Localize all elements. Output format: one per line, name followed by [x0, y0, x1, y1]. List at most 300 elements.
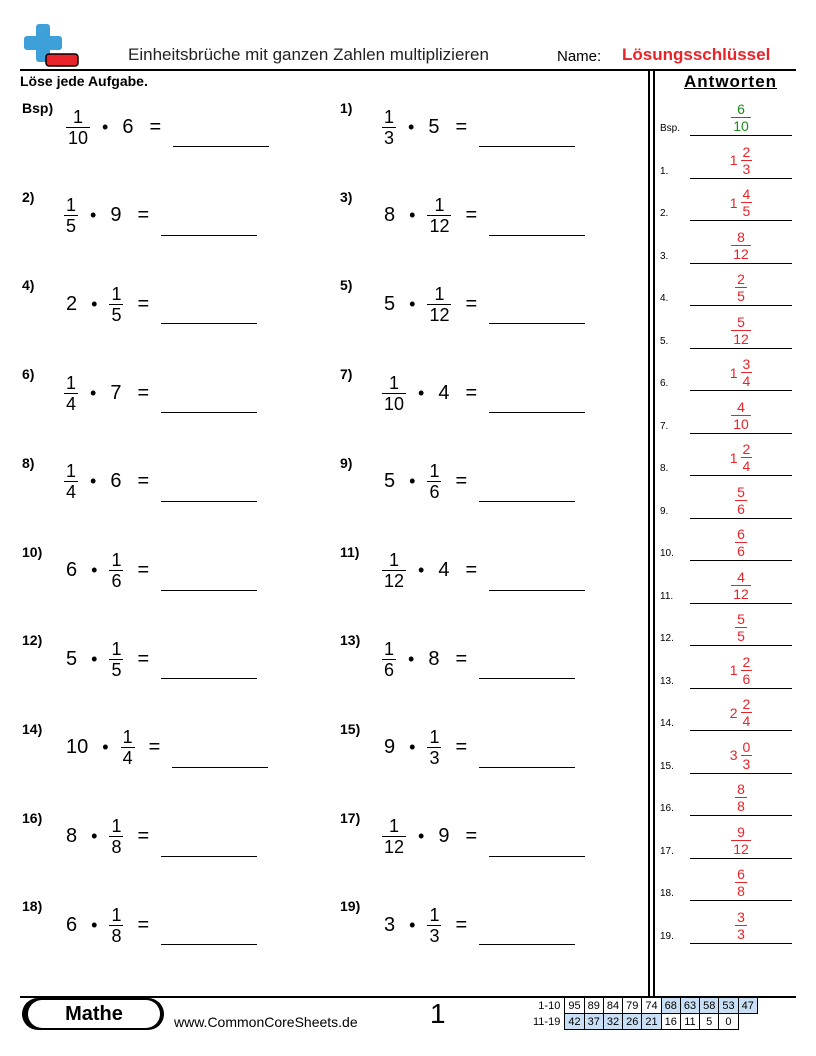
- fraction: [64, 461, 78, 502]
- numerator: 1: [111, 904, 122, 925]
- answer-blank[interactable]: [489, 323, 585, 324]
- answer-label: 8.: [660, 463, 669, 474]
- numerator: 1: [384, 106, 395, 127]
- whole-number: 9: [384, 736, 396, 759]
- denominator: 5: [111, 304, 122, 325]
- fraction: [427, 195, 451, 236]
- whole-number: 6: [122, 115, 134, 138]
- answer-label: 3.: [660, 250, 669, 262]
- score-cell: 89: [584, 998, 603, 1014]
- answer-denominator: 3: [742, 160, 751, 177]
- multiply-operator: •: [102, 737, 109, 758]
- answer-denominator: 12: [733, 585, 749, 602]
- answer-blank[interactable]: [489, 856, 585, 857]
- answer-fraction: [731, 824, 751, 857]
- answer-19: [660, 902, 792, 944]
- equals-sign: =: [465, 381, 478, 404]
- problem-18: [22, 898, 322, 958]
- problem-17: [340, 810, 640, 870]
- multiply-operator: •: [91, 560, 98, 580]
- fraction: [109, 284, 123, 325]
- fraction: [109, 550, 123, 591]
- equals-sign: =: [455, 736, 468, 759]
- answer-value: [690, 186, 792, 219]
- answer-3: [660, 222, 792, 264]
- answer-value: [690, 356, 792, 389]
- denominator: 8: [111, 837, 122, 858]
- fraction: [382, 107, 396, 148]
- answer-value: [690, 824, 792, 857]
- answer-11: [660, 562, 792, 604]
- answer-denominator: 3: [737, 925, 745, 942]
- multiply-operator: •: [102, 116, 109, 137]
- whole-number: 5: [384, 470, 396, 493]
- answer-label: 4.: [660, 293, 669, 304]
- numerator: 1: [111, 550, 122, 570]
- equals-sign: =: [455, 913, 468, 936]
- score-cell: 74: [642, 998, 661, 1014]
- answer-fraction: [735, 866, 747, 899]
- answer-whole: 1: [729, 662, 738, 678]
- answer-numerator: 2: [742, 696, 751, 712]
- answer-numerator: 0: [742, 738, 751, 755]
- answer-value: [690, 866, 792, 899]
- score-cell: 21: [642, 1014, 661, 1030]
- problem-expression: [60, 279, 159, 329]
- problem-number: 7): [340, 366, 353, 383]
- answer-fraction: [731, 229, 751, 262]
- answer-value: [690, 781, 792, 814]
- fraction: [121, 727, 135, 768]
- whole-number: 9: [110, 204, 122, 227]
- problem-expression: [60, 546, 159, 596]
- denominator: 12: [384, 571, 405, 591]
- answer-numerator: 3: [737, 908, 745, 925]
- answer-label: 2.: [660, 208, 669, 219]
- answer-fraction: [735, 271, 747, 304]
- answer-label: 17.: [660, 845, 674, 857]
- multiply-operator: •: [91, 293, 98, 314]
- fraction: [64, 373, 78, 414]
- answer-denominator: 4: [742, 458, 751, 474]
- problem-expression: [60, 634, 159, 684]
- answer-numerator: 6: [737, 866, 745, 882]
- column-divider-right: [653, 70, 655, 996]
- problem-expression: [60, 723, 170, 773]
- answer-numerator: 9: [737, 823, 745, 840]
- answer-numerator: 2: [737, 271, 745, 287]
- answer-blank[interactable]: [161, 501, 257, 502]
- answer-blank[interactable]: [489, 590, 585, 591]
- answer-fraction: [735, 484, 747, 517]
- answer-value: [690, 611, 792, 644]
- multiply-operator: •: [418, 826, 425, 847]
- answer-label: 1.: [660, 165, 669, 177]
- score-row: [530, 1014, 757, 1030]
- whole-number: 9: [438, 825, 450, 848]
- answer-fraction: [741, 356, 753, 389]
- answer-fraction: [735, 909, 747, 942]
- answer-denominator: 8: [737, 798, 745, 814]
- denominator: 5: [111, 659, 122, 680]
- numerator: 1: [434, 195, 445, 216]
- problem-15: [340, 721, 640, 781]
- answer-2: [660, 179, 792, 221]
- answer-fraction: [731, 101, 751, 134]
- answer-fraction: [731, 314, 751, 347]
- numerator: 1: [66, 372, 77, 393]
- problem-expression: [378, 279, 487, 329]
- score-cell: 11: [680, 1014, 699, 1030]
- problem-number: 8): [22, 454, 35, 471]
- denominator: 4: [66, 482, 77, 503]
- answer-denominator: 3: [742, 755, 751, 772]
- whole-number: 6: [66, 913, 78, 936]
- answer-fraction: [741, 144, 753, 177]
- problem-number: 12): [22, 632, 43, 649]
- answer-blank[interactable]: [161, 590, 257, 591]
- whole-number: 2: [66, 292, 78, 315]
- equals-sign: =: [465, 204, 478, 227]
- fraction: [109, 639, 123, 680]
- numerator: 1: [389, 550, 400, 570]
- whole-number: 8: [428, 647, 440, 670]
- problem-number: 18): [22, 898, 43, 915]
- answer-numerator: 2: [742, 653, 751, 670]
- problem-number: 16): [22, 809, 43, 826]
- answer-whole: 2: [729, 704, 738, 721]
- subject-badge: Mathe: [28, 1000, 160, 1028]
- denominator: 6: [429, 482, 440, 503]
- fraction: [382, 639, 396, 680]
- answer-fraction: [741, 654, 753, 687]
- score-cell: 32: [603, 1014, 622, 1030]
- numerator: 1: [429, 461, 440, 482]
- answer-value: [690, 654, 792, 687]
- answer-14: [660, 689, 792, 731]
- multiply-operator: •: [90, 205, 97, 226]
- numerator: 1: [434, 283, 445, 304]
- answer-blank[interactable]: [479, 501, 575, 502]
- problem-expression: [378, 191, 487, 241]
- answer-blank[interactable]: [479, 944, 575, 945]
- equals-sign: =: [455, 115, 468, 138]
- multiply-operator: •: [409, 293, 416, 314]
- answer-blank[interactable]: [161, 412, 257, 413]
- numerator: 1: [429, 727, 440, 748]
- equals-sign: =: [137, 204, 150, 227]
- answer-15: [660, 732, 792, 774]
- denominator: 4: [122, 748, 133, 769]
- equals-sign: =: [149, 115, 162, 138]
- answer-denominator: 12: [733, 330, 749, 347]
- instructions: Löse jede Aufgabe.: [20, 73, 148, 89]
- problem-expression: [62, 102, 171, 152]
- answer-value: [690, 399, 792, 432]
- answer-value: [690, 484, 792, 517]
- problem-10: [22, 544, 322, 604]
- answer-denominator: 6: [742, 670, 751, 687]
- problem-number: 14): [22, 720, 43, 737]
- answer-label: 10.: [660, 548, 674, 559]
- answer-6: [660, 349, 792, 391]
- score-cell: 42: [565, 1014, 584, 1030]
- problem-19: [340, 898, 640, 958]
- problem-expression: [378, 102, 477, 152]
- problem-3: [340, 189, 640, 249]
- score-cell: 68: [661, 998, 680, 1014]
- score-table: [530, 997, 758, 1030]
- answer-value: [690, 101, 792, 134]
- answer-blank[interactable]: [489, 235, 585, 236]
- whole-number: 6: [110, 470, 122, 493]
- answer-blank[interactable]: [161, 944, 257, 945]
- denominator: 8: [111, 925, 122, 946]
- problem-8: [22, 455, 322, 515]
- name-label: Name:: [557, 48, 602, 65]
- whole-number: 6: [66, 559, 78, 581]
- answer-12: [660, 604, 792, 646]
- answer-label: 18.: [660, 888, 674, 899]
- numerator: 1: [73, 106, 84, 127]
- score-cell: 16: [661, 1014, 680, 1030]
- denominator: 10: [68, 127, 89, 148]
- multiply-operator: •: [408, 116, 415, 137]
- answer-numerator: 6: [737, 101, 745, 117]
- denominator: 3: [429, 925, 440, 946]
- fraction: [382, 816, 406, 857]
- answer-label: Bsp.: [660, 123, 681, 134]
- score-cell: 37: [584, 1014, 603, 1030]
- problem-expression: [60, 900, 159, 950]
- denominator: 6: [384, 659, 395, 680]
- answer-8: [660, 434, 792, 476]
- answer-denominator: 12: [733, 840, 749, 857]
- problem-9: [340, 455, 640, 515]
- answer-denominator: 10: [733, 415, 749, 432]
- answer-numerator: 4: [742, 186, 751, 202]
- answer-label: 5.: [660, 335, 669, 347]
- equals-sign: =: [148, 736, 161, 759]
- score-cell: 79: [623, 998, 642, 1014]
- multiply-operator: •: [91, 648, 98, 669]
- equals-sign: =: [137, 470, 150, 493]
- fraction: [66, 107, 90, 148]
- answer-blank[interactable]: [172, 767, 268, 768]
- fraction: [427, 461, 441, 502]
- multiply-operator: •: [90, 382, 97, 403]
- answer-whole: 1: [729, 364, 738, 381]
- answer-blank[interactable]: [479, 146, 575, 147]
- whole-number: 5: [428, 115, 440, 138]
- answer-denominator: 6: [737, 543, 745, 559]
- fraction: [64, 195, 78, 236]
- problem-expression: [60, 191, 159, 241]
- fraction: [382, 373, 406, 414]
- answer-fraction: [735, 611, 747, 644]
- answer-denominator: 10: [733, 118, 749, 134]
- fraction: [109, 905, 123, 946]
- denominator: 6: [111, 571, 122, 591]
- answer-numerator: 8: [737, 228, 745, 245]
- problem-5: [340, 277, 640, 337]
- numerator: 1: [389, 372, 400, 393]
- answer-numerator: 2: [742, 441, 751, 457]
- score-cell: 53: [719, 998, 738, 1014]
- problem-expression: [378, 812, 487, 862]
- score-cell: 47: [738, 998, 757, 1014]
- problem-13: [340, 632, 640, 692]
- answer-blank[interactable]: [161, 856, 257, 857]
- whole-number: 7: [110, 381, 122, 404]
- whole-number: 8: [66, 825, 78, 848]
- answer-blank[interactable]: [489, 412, 585, 413]
- problem-number: 5): [340, 277, 353, 294]
- fraction: [427, 284, 451, 325]
- score-cell: 84: [603, 998, 622, 1014]
- answer-fraction: [741, 739, 753, 772]
- problem-0: [22, 100, 322, 160]
- answer-value: [690, 909, 792, 942]
- multiply-operator: •: [90, 471, 97, 492]
- equals-sign: =: [137, 913, 150, 936]
- problem-expression: [378, 900, 477, 950]
- multiply-operator: •: [91, 826, 98, 847]
- answer-blank[interactable]: [479, 767, 575, 768]
- equals-sign: =: [137, 559, 150, 581]
- answer-label: 16.: [660, 803, 674, 814]
- denominator: 3: [384, 127, 395, 148]
- problem-number: 17): [340, 809, 361, 826]
- score-cell: 95: [565, 998, 584, 1014]
- answer-numerator: 4: [737, 568, 745, 585]
- answer-label: 19.: [660, 930, 674, 942]
- answer-label: 9.: [660, 505, 669, 517]
- answer-blank[interactable]: [479, 678, 575, 679]
- answer-blank[interactable]: [173, 146, 269, 147]
- answer-whole: 1: [729, 194, 738, 211]
- answer-whole: 3: [729, 747, 738, 763]
- problem-expression: [378, 368, 487, 418]
- answer-denominator: 4: [742, 713, 751, 729]
- problem-number: 6): [22, 366, 35, 383]
- denominator: 12: [429, 304, 450, 325]
- numerator: 1: [122, 727, 133, 748]
- equals-sign: =: [455, 470, 468, 493]
- multiply-operator: •: [418, 560, 425, 580]
- answer-18: [660, 859, 792, 901]
- denominator: 12: [384, 837, 405, 858]
- numerator: 1: [66, 461, 77, 482]
- problem-number: 4): [22, 277, 35, 294]
- denominator: 4: [66, 393, 77, 414]
- answer-label: 13.: [660, 675, 674, 687]
- answer-numerator: 2: [742, 143, 751, 160]
- problem-number: Bsp): [22, 100, 54, 116]
- score-range-label: 11-19: [533, 1015, 561, 1028]
- problem-16: [22, 810, 322, 870]
- answer-4: [660, 264, 792, 306]
- answer-blank[interactable]: [161, 323, 257, 324]
- problem-number: 2): [22, 188, 35, 205]
- answer-7: [660, 392, 792, 434]
- problem-number: 10): [22, 543, 43, 560]
- equals-sign: =: [465, 825, 478, 848]
- score-row: [530, 998, 757, 1014]
- fraction: [109, 816, 123, 857]
- answer-whole: 1: [729, 152, 738, 168]
- problem-number: 13): [340, 632, 361, 649]
- problem-number: 11): [340, 543, 360, 560]
- answer-5: [660, 307, 792, 349]
- answer-value: [690, 314, 792, 347]
- problem-number: 1): [340, 100, 353, 116]
- answer-value: [690, 271, 792, 304]
- answer-value: [690, 144, 792, 177]
- website-url: www.CommonCoreSheets.de: [174, 1014, 358, 1030]
- problem-14: [22, 721, 322, 781]
- score-cell: 0: [719, 1014, 738, 1030]
- denominator: 10: [384, 393, 405, 414]
- problem-expression: [60, 812, 159, 862]
- answer-blank[interactable]: [161, 235, 257, 236]
- answer-fraction: [741, 186, 753, 219]
- denominator: 3: [429, 748, 440, 769]
- multiply-operator: •: [409, 205, 416, 226]
- answer-key-label: Lösungsschlüssel: [622, 45, 771, 64]
- whole-number: 5: [66, 647, 78, 670]
- answer-1: [660, 137, 792, 179]
- answer-value: [690, 739, 792, 772]
- answer-fraction: [735, 526, 747, 559]
- answer-denominator: 4: [742, 373, 751, 389]
- answer-numerator: 3: [742, 356, 751, 372]
- answer-16: [660, 774, 792, 816]
- problem-6: [22, 366, 322, 426]
- equals-sign: =: [137, 381, 150, 404]
- answer-blank[interactable]: [161, 678, 257, 679]
- denominator: 5: [66, 216, 77, 237]
- answer-value: [690, 569, 792, 602]
- answer-label: 14.: [660, 718, 674, 729]
- answer-fraction: [741, 441, 753, 474]
- whole-number: 8: [384, 204, 396, 227]
- answer-9: [660, 477, 792, 519]
- page-number: 1: [430, 998, 446, 1029]
- answer-label: 12.: [660, 633, 674, 644]
- equals-sign: =: [465, 292, 478, 315]
- worksheet-title: Einheitsbrüche mit ganzen Zahlen multiplizieren: [128, 45, 489, 64]
- score-cell: 63: [680, 998, 699, 1014]
- problem-expression: [378, 723, 477, 773]
- problem-number: 9): [340, 454, 353, 471]
- problem-expression: [378, 634, 477, 684]
- answers-title: Antworten: [684, 72, 778, 91]
- plus-minus-logo-icon: [22, 22, 80, 68]
- answer-denominator: 6: [737, 500, 745, 517]
- numerator: 1: [111, 816, 122, 837]
- answer-label: 15.: [660, 760, 674, 772]
- answer-denominator: 12: [733, 245, 749, 262]
- multiply-operator: •: [418, 382, 425, 403]
- problem-number: 15): [340, 720, 361, 737]
- multiply-operator: •: [408, 648, 415, 669]
- problem-4: [22, 277, 322, 337]
- answer-denominator: 8: [737, 883, 745, 899]
- numerator: 1: [429, 904, 440, 925]
- whole-number: 5: [384, 292, 396, 315]
- numerator: 1: [111, 638, 122, 659]
